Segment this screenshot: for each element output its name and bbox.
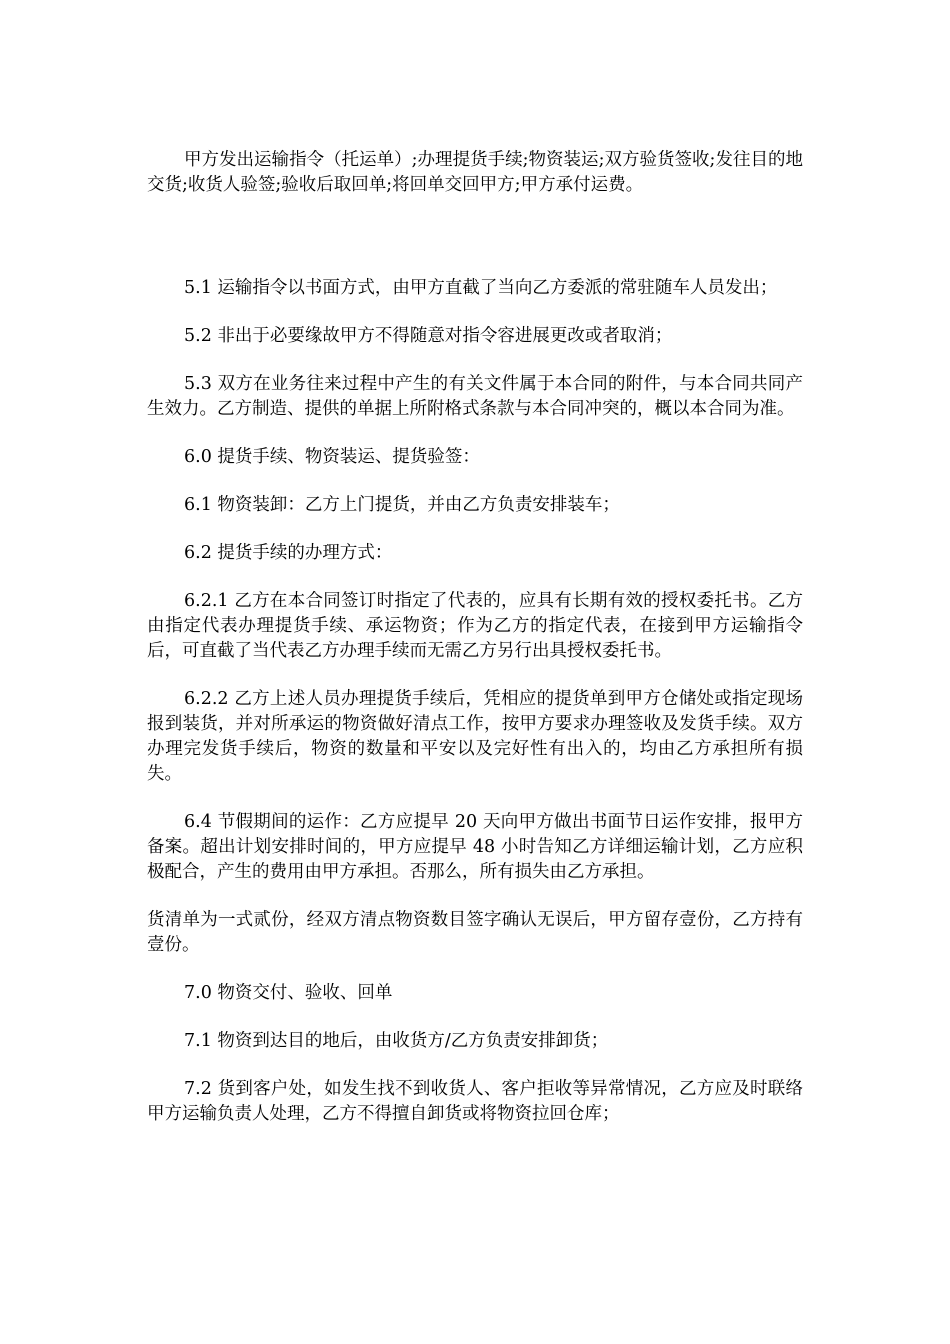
paragraph-6-0: 6.0 提货手续、物资装运、提货验签： [184,447,480,467]
document-body [147,148,803,1127]
paragraph-7-2: 7.2 货到客户处，如发生找不到收货人、客户拒收等异常情况，乙方应及时联络甲方运输负责人处理，乙方不得擅自卸货或将物资拉回仓库； [147,1079,803,1124]
paragraph-5-3: 5.3 双方在业务往来过程中产生的有关文件属于本合同的附件，与本合同共同产生效力。乙方制造、提供的单据上所附格式条款与本合同冲突的，概以本合同为准。 [147,374,803,419]
paragraph-7-0: 7.0 物资交付、验收、回单 [184,983,393,1003]
paragraph-6-1: 6.1 物资装卸：乙方上门提货，并由乙方负责安排装车； [184,495,620,515]
paragraph-delivery-list: 货清单为一式贰份，经双方清点物资数目签字确认无误后，甲方留存壹份，乙方持有壹份。 [147,910,803,955]
paragraph-6-2-1: 6.2.1 乙方在本合同签订时指定了代表的，应具有长期有效的授权委托书。乙方由指定代表办理提货手续、承运物资；作为乙方的指定代表，在接到甲方运输指令后，可直截了当代表乙方办理手续而无需乙方另行出具授权委托书。 [147,591,803,661]
paragraph-6-4: 6.4 节假期间的运作：乙方应提早 20 天向甲方做出书面节日运作安排，报甲方备案。超出计划安排时间的，甲方应提早 48 小时告知乙方详细运输计划，乙方应积极配合，产生的费用由甲方承担。否那么，所有损失由乙方承担。 [147,812,803,882]
paragraph-7-1: 7.1 物资到达目的地后，由收货方/乙方负责安排卸货； [184,1031,609,1051]
paragraph-6-2: 6.2 提货手续的办理方式： [184,543,393,563]
paragraph-6-2-2: 6.2.2 乙方上述人员办理提货手续后，凭相应的提货单到甲方仓储处或指定现场报到装货，并对所承运的物资做好清点工作，按甲方要求办理签收及发货手续。双方办理完发货手续后，物资的数量和平安以及完好性有出入的，均由乙方承担所有损失。 [147,689,803,784]
paragraph-process-flow: 甲方发出运输指令（托运单）;办理提货手续;物资装运;双方验货签收;发往目的地交货;收货人验签;验收后取回单;将回单交回甲方;甲方承付运费。 [147,150,803,195]
paragraph-5-1: 5.1 运输指令以书面方式，由甲方直截了当向乙方委派的常驻随车人员发出； [184,278,778,298]
paragraph-5-2: 5.2 非出于必要缘故甲方不得随意对指令容进展更改或者取消； [184,326,673,346]
